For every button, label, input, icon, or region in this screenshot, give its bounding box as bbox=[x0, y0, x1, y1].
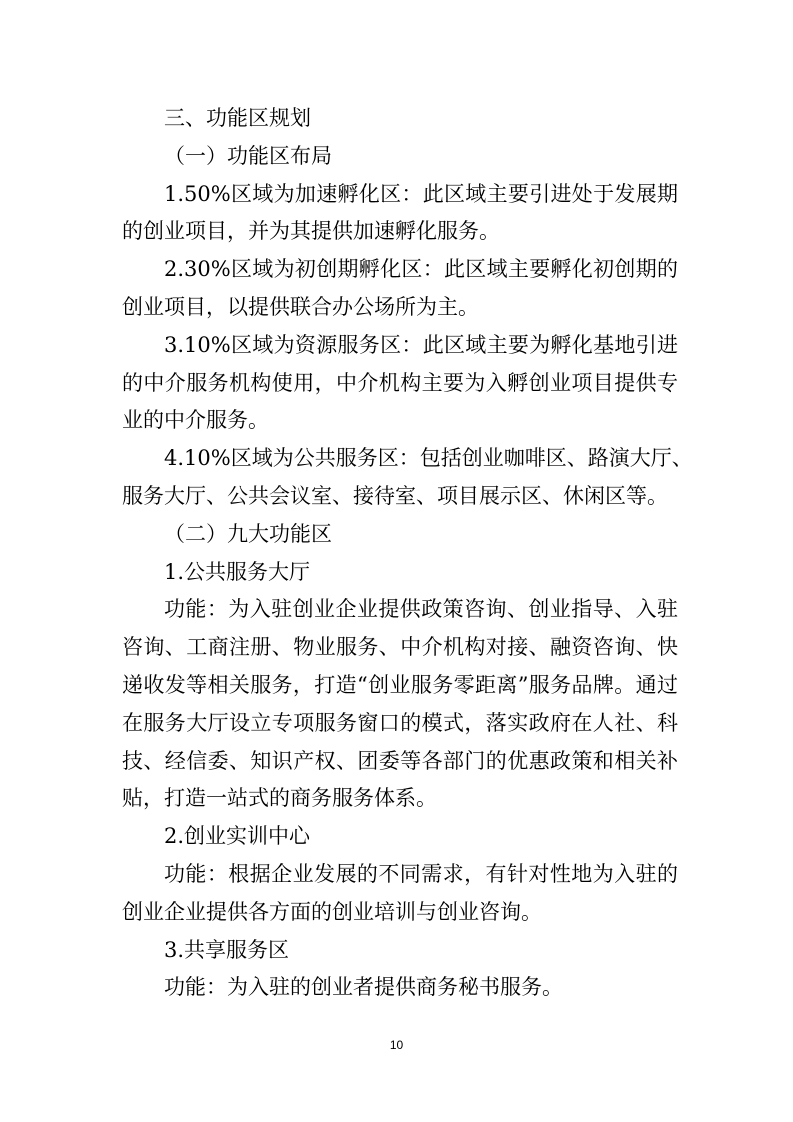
paragraph-line: 1.50%区域为加速孵化区：此区域主要引进处于发展期 bbox=[164, 181, 678, 206]
paragraph-line: 递收发等相关服务，打造“创业服务零距离”服务品牌。通过 bbox=[122, 672, 678, 697]
paragraph-line: 4.10%区域为公共服务区：包括创业咖啡区、路演大厅、 bbox=[164, 446, 693, 471]
item-heading: 3.共享服务区 bbox=[164, 937, 290, 962]
paragraph-line: 在服务大厅设立专项服务窗口的模式，落实政府在人社、科 bbox=[122, 710, 678, 735]
paragraph-line: 功能：为入驻的创业者提供商务秘书服务。 bbox=[164, 975, 563, 1000]
paragraph-line: 服务大厅、公共会议室、接待室、项目展示区、休闲区等。 bbox=[122, 483, 668, 508]
paragraph-line: 的创业项目，并为其提供加速孵化服务。 bbox=[122, 219, 500, 244]
paragraph-line: 2.30%区域为初创期孵化区：此区域主要孵化初创期的 bbox=[164, 257, 678, 282]
paragraph-line: 贴，打造一站式的商务服务体系。 bbox=[122, 786, 437, 811]
paragraph-line: 的中介服务机构使用，中介机构主要为入孵创业项目提供专 bbox=[122, 370, 678, 395]
page-number: 10 bbox=[389, 1038, 404, 1052]
page-body bbox=[122, 100, 693, 1007]
item-heading: 2.创业实训中心 bbox=[164, 824, 311, 849]
paragraph-line: 功能：为入驻创业企业提供政策咨询、创业指导、入驻 bbox=[164, 597, 678, 622]
item-heading: 1.公共服务大厅 bbox=[164, 559, 311, 584]
subsection-heading: （二）九大功能区 bbox=[164, 521, 332, 546]
paragraph-line: 功能：根据企业发展的不同需求，有针对性地为入驻的 bbox=[164, 861, 678, 886]
paragraph-line: 创业企业提供各方面的创业培训与创业咨询。 bbox=[122, 899, 542, 924]
paragraph-line: 创业项目，以提供联合办公场所为主。 bbox=[122, 294, 479, 319]
section-heading: 三、功能区规划 bbox=[164, 106, 311, 130]
paragraph-line: 业的中介服务。 bbox=[122, 408, 269, 433]
paragraph-line: 技、经信委、知识产权、团委等各部门的优惠政策和相关补 bbox=[122, 748, 678, 773]
paragraph-line: 咨询、工商注册、物业服务、中介机构对接、融资咨询、快 bbox=[122, 635, 678, 660]
subsection-heading: （一）功能区布局 bbox=[164, 143, 332, 168]
paragraph-line: 3.10%区域为资源服务区：此区域主要为孵化基地引进 bbox=[164, 332, 678, 357]
